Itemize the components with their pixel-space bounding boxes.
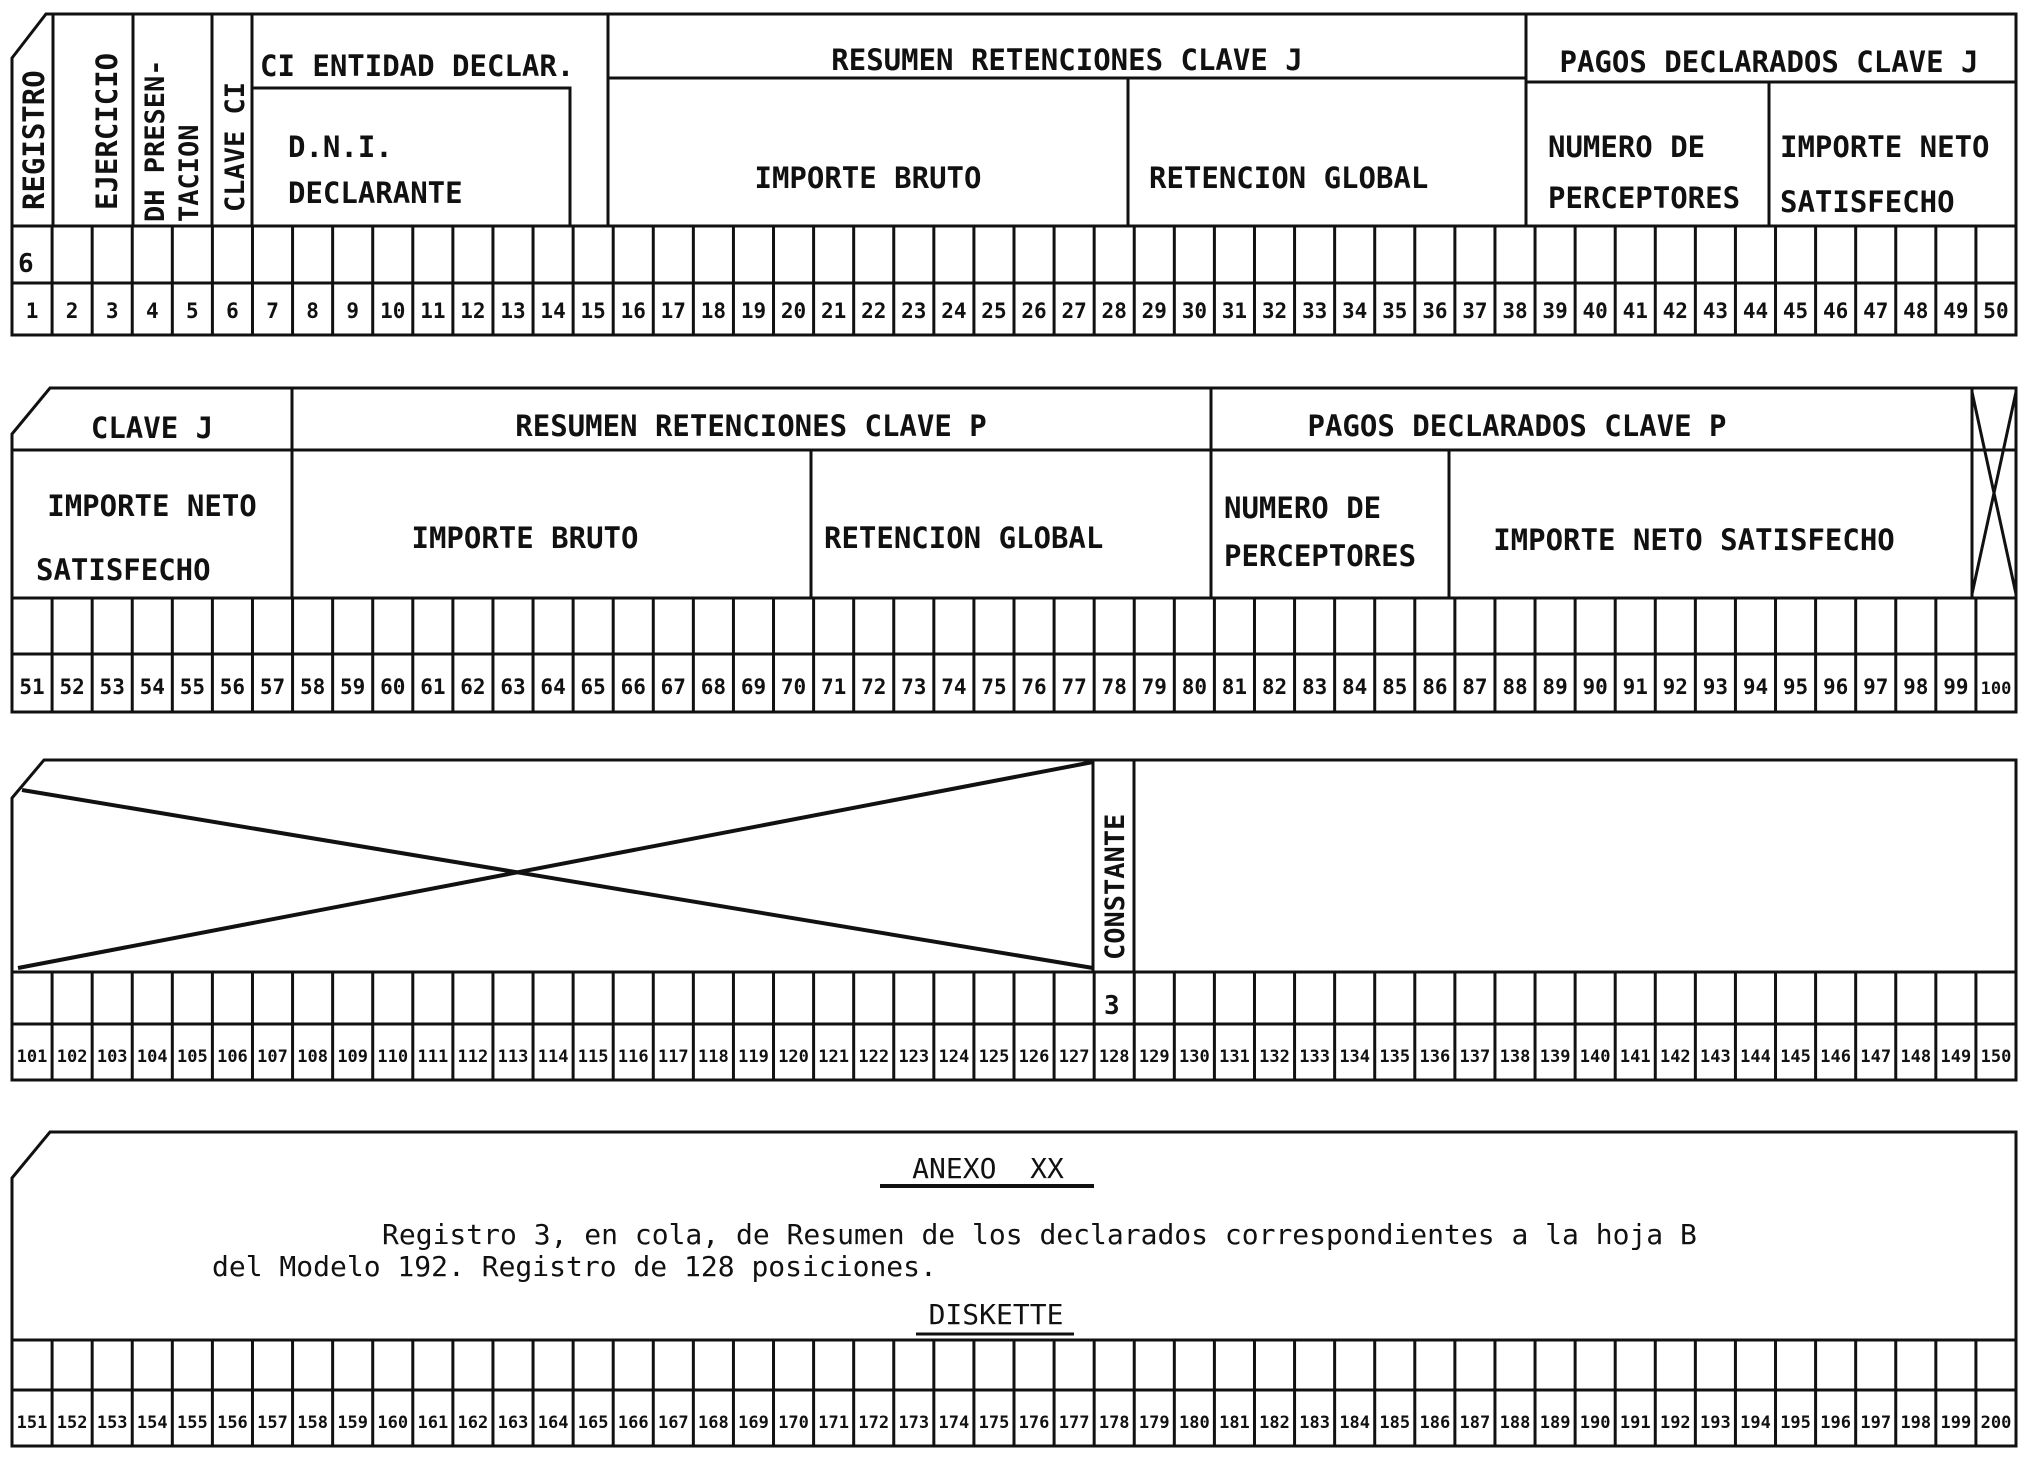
resumen-j-header: RESUMEN RETENCIONES CLAVE J — [831, 43, 1303, 77]
presentacion-header-a: DH PRESEN- — [140, 59, 171, 222]
retencion-global-header: RETENCION GLOBAL — [1149, 161, 1429, 195]
position-number: 167 — [657, 1413, 689, 1433]
position-number: 19 — [740, 299, 767, 323]
position-number: 20 — [780, 299, 807, 323]
position-number: 119 — [738, 1047, 769, 1067]
resumen-p-header: RESUMEN RETENCIONES CLAVE P — [515, 409, 987, 443]
position-number: 178 — [1098, 1413, 1130, 1433]
position-number: 59 — [340, 675, 366, 699]
position-number: 126 — [1018, 1047, 1050, 1067]
position-number: 137 — [1459, 1047, 1491, 1067]
position-number: 8 — [306, 299, 319, 323]
position-number: 145 — [1780, 1047, 1811, 1067]
position-number: 42 — [1662, 299, 1688, 323]
position-number: 111 — [417, 1047, 449, 1067]
position-number: 51 — [19, 675, 45, 699]
position-number: 200 — [1980, 1413, 2012, 1433]
position-number: 98 — [1903, 675, 1929, 699]
position-number: 5 — [186, 299, 199, 323]
position-number: 149 — [1940, 1047, 1972, 1067]
position-number: 44 — [1742, 299, 1769, 323]
position-number: 25 — [981, 299, 1007, 323]
position-number: 92 — [1662, 675, 1688, 699]
position-number: 113 — [497, 1047, 529, 1067]
position-number: 138 — [1499, 1047, 1531, 1067]
position-number: 47 — [1863, 299, 1889, 323]
position-number: 22 — [861, 299, 887, 323]
position-number: 169 — [738, 1413, 769, 1433]
position-number: 112 — [457, 1047, 489, 1067]
position-number: 49 — [1943, 299, 1969, 323]
position-number: 45 — [1782, 299, 1809, 323]
position-number: 120 — [778, 1047, 809, 1067]
position-number: 187 — [1459, 1413, 1491, 1433]
position-number: 158 — [297, 1413, 328, 1433]
position-number: 80 — [1181, 675, 1208, 699]
position-number: 76 — [1021, 675, 1047, 699]
position-number: 87 — [1462, 675, 1488, 699]
position-number: 82 — [1261, 675, 1288, 699]
position-number: 190 — [1579, 1413, 1611, 1433]
position-number: 9 — [346, 299, 360, 323]
position-number: 176 — [1018, 1413, 1050, 1433]
position-number: 122 — [858, 1047, 890, 1067]
position-number: 14 — [540, 299, 566, 323]
pagos-p-header: PAGOS DECLARADOS CLAVE P — [1307, 409, 1727, 443]
position-number: 129 — [1138, 1047, 1170, 1067]
position-number: 107 — [257, 1047, 288, 1067]
strip-positions-101-150 — [12, 760, 2016, 1080]
position-number: 179 — [1138, 1413, 1170, 1433]
importe-neto-header-b: SATISFECHO — [36, 553, 211, 587]
importe-neto-header-a: IMPORTE NETO — [47, 489, 257, 523]
position-number: 18 — [700, 299, 727, 323]
position-number: 56 — [219, 675, 246, 699]
position-number: 173 — [898, 1413, 930, 1433]
ejercicio-header: EJERCICIO — [90, 52, 124, 210]
position-number: 154 — [136, 1413, 168, 1433]
position-number: 88 — [1502, 675, 1528, 699]
position-number: 17 — [660, 299, 686, 323]
position-number: 139 — [1539, 1047, 1571, 1067]
position-number: 127 — [1058, 1047, 1090, 1067]
position-number: 183 — [1299, 1413, 1330, 1433]
position-number: 32 — [1261, 299, 1288, 323]
position-number: 13 — [500, 299, 526, 323]
position-number: 150 — [1980, 1047, 2012, 1067]
position-number: 184 — [1339, 1413, 1371, 1433]
position-number: 35 — [1382, 299, 1408, 323]
position-number: 10 — [380, 299, 406, 323]
position-number: 160 — [377, 1413, 409, 1433]
position-number: 77 — [1061, 675, 1087, 699]
position-number: 62 — [460, 675, 486, 699]
constante-value-cell: 3 — [1104, 991, 1120, 1021]
position-number: 28 — [1101, 299, 1127, 323]
position-number: 116 — [617, 1047, 649, 1067]
position-number: 196 — [1820, 1413, 1851, 1433]
position-number: 65 — [580, 675, 606, 699]
description-line-2: del Modelo 192. Registro de 128 posiciones. — [212, 1250, 937, 1283]
position-number: 85 — [1382, 675, 1408, 699]
position-number: 93 — [1702, 675, 1729, 699]
position-number: 123 — [898, 1047, 930, 1067]
position-number: 153 — [96, 1413, 128, 1433]
position-number: 57 — [259, 675, 286, 699]
position-number: 70 — [780, 675, 807, 699]
position-number: 100 — [1980, 679, 2012, 699]
numero-perceptores-header-b: PERCEPTORES — [1224, 539, 1417, 573]
position-number: 68 — [700, 675, 727, 699]
position-number: 175 — [978, 1413, 1010, 1433]
position-number: 4 — [145, 299, 159, 323]
position-number: 36 — [1422, 299, 1448, 323]
position-number: 182 — [1259, 1413, 1290, 1433]
position-number: 195 — [1780, 1413, 1811, 1433]
position-number: 185 — [1379, 1413, 1411, 1433]
importe-neto-satisfecho-header: IMPORTE NETO SATISFECHO — [1493, 523, 1895, 557]
position-number: 141 — [1619, 1047, 1651, 1067]
position-number: 124 — [938, 1047, 970, 1067]
position-number: 166 — [617, 1413, 649, 1433]
position-number: 58 — [299, 675, 326, 699]
position-number: 11 — [420, 299, 446, 323]
position-number: 162 — [457, 1413, 489, 1433]
position-number: 117 — [657, 1047, 689, 1067]
entidad-header: CI ENTIDAD DECLAR. — [260, 49, 575, 83]
position-number: 15 — [580, 299, 606, 323]
position-number: 142 — [1659, 1047, 1691, 1067]
position-number: 193 — [1700, 1413, 1731, 1433]
position-number: 78 — [1101, 675, 1127, 699]
position-number: 170 — [778, 1413, 809, 1433]
numero-perceptores-header-a: NUMERO DE — [1548, 130, 1706, 164]
position-number: 199 — [1940, 1413, 1972, 1433]
position-number: 189 — [1539, 1413, 1571, 1433]
position-number: 74 — [941, 675, 967, 699]
position-number: 90 — [1582, 675, 1608, 699]
position-number: 1 — [25, 299, 39, 323]
position-number: 66 — [620, 675, 646, 699]
position-number: 38 — [1502, 299, 1528, 323]
position-number: 79 — [1141, 675, 1167, 699]
position-number: 39 — [1542, 299, 1568, 323]
position-number: 197 — [1860, 1413, 1892, 1433]
position-number: 91 — [1622, 675, 1648, 699]
position-number: 48 — [1903, 299, 1929, 323]
position-number: 81 — [1221, 675, 1248, 699]
position-number: 31 — [1221, 299, 1248, 323]
position-number: 55 — [179, 675, 206, 699]
constante-header: CONSTANTE — [1100, 813, 1131, 960]
position-number: 71 — [820, 675, 847, 699]
registro-header: REGISTRO — [17, 70, 51, 210]
position-number: 103 — [96, 1047, 128, 1067]
position-number: 52 — [59, 675, 85, 699]
position-number: 134 — [1339, 1047, 1371, 1067]
position-number: 156 — [217, 1413, 248, 1433]
position-number: 157 — [257, 1413, 288, 1433]
position-number: 125 — [978, 1047, 1010, 1067]
position-number: 114 — [537, 1047, 569, 1067]
position-number: 73 — [901, 675, 927, 699]
position-number: 60 — [380, 675, 406, 699]
position-number: 171 — [818, 1413, 849, 1433]
position-number: 89 — [1542, 675, 1568, 699]
position-number: 83 — [1301, 675, 1328, 699]
position-number: 16 — [620, 299, 646, 323]
position-number: 101 — [16, 1047, 48, 1067]
position-number: 132 — [1259, 1047, 1290, 1067]
position-number: 130 — [1179, 1047, 1210, 1067]
position-number: 191 — [1619, 1413, 1651, 1433]
position-number: 54 — [139, 675, 165, 699]
registro-value-cell: 6 — [18, 249, 34, 279]
position-number: 109 — [337, 1047, 369, 1067]
position-number: 105 — [177, 1047, 208, 1067]
position-number: 84 — [1342, 675, 1368, 699]
position-number: 177 — [1058, 1413, 1090, 1433]
position-number: 136 — [1419, 1047, 1451, 1067]
position-number: 165 — [577, 1413, 609, 1433]
position-number: 33 — [1301, 299, 1328, 323]
position-number: 151 — [16, 1413, 48, 1433]
position-number: 69 — [740, 675, 767, 699]
position-number: 7 — [266, 299, 279, 323]
position-number: 110 — [377, 1047, 409, 1067]
position-number: 23 — [901, 299, 927, 323]
position-number: 43 — [1702, 299, 1729, 323]
position-number: 40 — [1582, 299, 1608, 323]
position-number: 140 — [1579, 1047, 1611, 1067]
position-number: 97 — [1863, 675, 1889, 699]
importe-neto-header-b: SATISFECHO — [1780, 185, 1955, 219]
position-number: 161 — [417, 1413, 449, 1433]
description-line-1: Registro 3, en cola, de Resumen de los declarados correspondientes a la hoja B — [382, 1218, 1697, 1251]
position-number: 3 — [105, 299, 119, 323]
position-number: 29 — [1141, 299, 1167, 323]
position-number: 6 — [226, 299, 239, 323]
position-number: 198 — [1900, 1413, 1932, 1433]
retencion-global-header: RETENCION GLOBAL — [824, 521, 1104, 555]
position-number: 67 — [660, 675, 686, 699]
position-number: 121 — [818, 1047, 849, 1067]
position-number: 41 — [1622, 299, 1648, 323]
position-number: 155 — [177, 1413, 208, 1433]
position-number: 102 — [56, 1047, 88, 1067]
position-number: 152 — [56, 1413, 88, 1433]
diskette-label: DISKETTE — [928, 1298, 1064, 1331]
position-number: 192 — [1659, 1413, 1691, 1433]
position-number: 163 — [497, 1413, 529, 1433]
position-number: 2 — [65, 299, 79, 323]
position-number: 64 — [540, 675, 566, 699]
position-number: 118 — [698, 1047, 729, 1067]
position-number: 27 — [1061, 299, 1087, 323]
position-number: 159 — [337, 1413, 369, 1433]
presentacion-header-b: TACION — [174, 124, 205, 222]
position-number: 146 — [1820, 1047, 1851, 1067]
position-number: 128 — [1098, 1047, 1130, 1067]
position-number: 37 — [1462, 299, 1488, 323]
position-number: 104 — [136, 1047, 168, 1067]
importe-bruto-header: IMPORTE BRUTO — [411, 521, 639, 555]
position-number: 94 — [1742, 675, 1769, 699]
position-number: 99 — [1943, 675, 1969, 699]
numero-perceptores-header-a: NUMERO DE — [1224, 491, 1382, 525]
dni-header-a: D.N.I. — [288, 130, 393, 164]
position-number: 12 — [460, 299, 486, 323]
position-number: 180 — [1179, 1413, 1210, 1433]
clave-j-header: CLAVE J — [90, 411, 214, 445]
position-number: 34 — [1342, 299, 1368, 323]
position-number: 86 — [1422, 675, 1448, 699]
importe-bruto-header: IMPORTE BRUTO — [754, 161, 982, 195]
clave-ci-header: CLAVE CI — [220, 81, 251, 212]
position-number: 115 — [577, 1047, 609, 1067]
anexo-title: ANEXO XX — [912, 1152, 1064, 1185]
position-number: 188 — [1499, 1413, 1531, 1433]
position-number: 75 — [981, 675, 1007, 699]
position-number: 144 — [1740, 1047, 1771, 1067]
position-number: 143 — [1700, 1047, 1731, 1067]
position-number: 168 — [698, 1413, 729, 1433]
position-number: 147 — [1860, 1047, 1892, 1067]
position-number: 172 — [858, 1413, 890, 1433]
position-number: 133 — [1299, 1047, 1330, 1067]
position-number: 30 — [1181, 299, 1208, 323]
position-number: 53 — [99, 675, 125, 699]
pagos-j-header: PAGOS DECLARADOS CLAVE J — [1559, 45, 1979, 79]
position-number: 50 — [1983, 299, 2009, 323]
position-number: 135 — [1379, 1047, 1411, 1067]
position-number: 96 — [1822, 675, 1849, 699]
position-number: 21 — [820, 299, 847, 323]
position-number: 61 — [420, 675, 446, 699]
position-number: 148 — [1900, 1047, 1932, 1067]
position-number: 194 — [1740, 1413, 1771, 1433]
position-number: 181 — [1219, 1413, 1250, 1433]
importe-neto-header-a: IMPORTE NETO — [1780, 130, 1990, 164]
position-number: 72 — [861, 675, 887, 699]
dni-header-b: DECLARANTE — [288, 176, 463, 210]
position-number: 108 — [297, 1047, 328, 1067]
numero-perceptores-header-b: PERCEPTORES — [1548, 181, 1741, 215]
position-number: 164 — [537, 1413, 569, 1433]
position-number: 186 — [1419, 1413, 1451, 1433]
position-number: 26 — [1021, 299, 1047, 323]
position-number: 106 — [217, 1047, 248, 1067]
position-number: 174 — [938, 1413, 970, 1433]
position-number: 63 — [500, 675, 526, 699]
position-number: 46 — [1822, 299, 1849, 323]
position-number: 24 — [941, 299, 967, 323]
position-number: 131 — [1219, 1047, 1250, 1067]
position-number: 95 — [1782, 675, 1809, 699]
